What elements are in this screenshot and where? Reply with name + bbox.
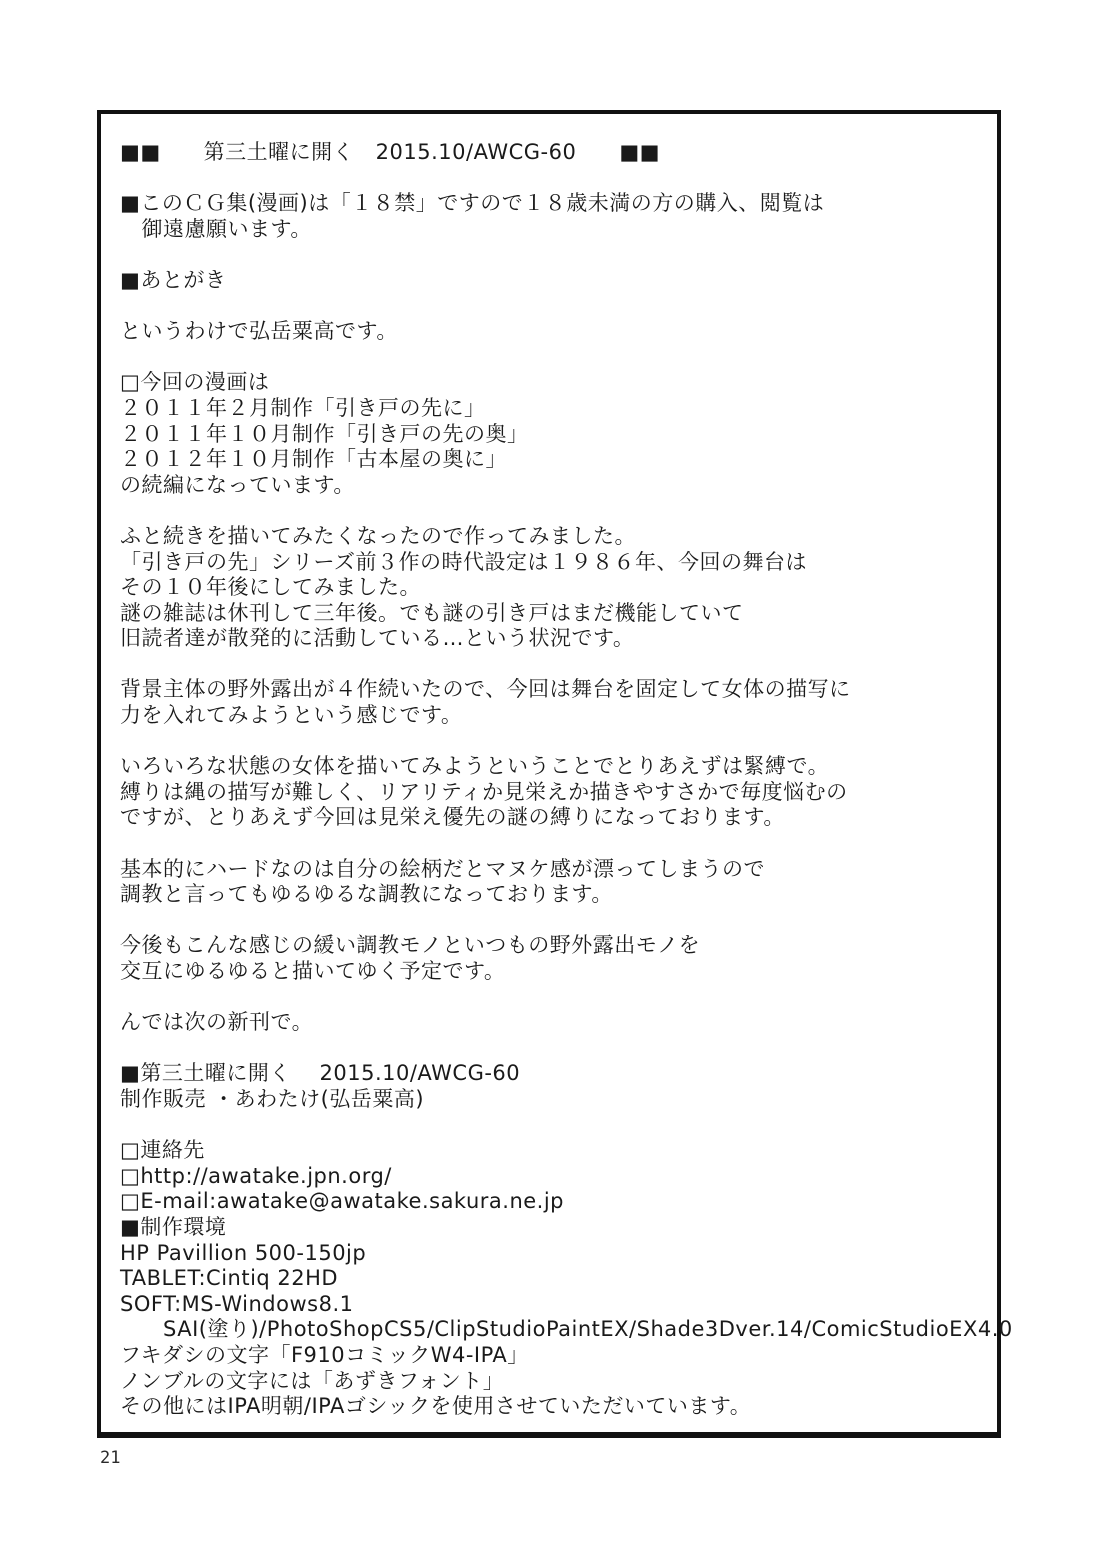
text-line: 背景主体の野外露出が４作続いたので、今回は舞台を固定して女体の描写に bbox=[120, 677, 851, 702]
text-line bbox=[120, 294, 983, 320]
text-line: ■第三土曜に開く 2015.10/AWCG-60 bbox=[120, 1061, 521, 1086]
text-line: □今回の漫画は bbox=[120, 370, 270, 395]
text-line: その他にはIPA明朝/IPAゴシックを使用させていただいています。 bbox=[120, 1394, 752, 1419]
text-line: □http://awatake.jpn.org/ bbox=[120, 1163, 392, 1188]
text-line: ■このＣＧ集(漫画)は「１８禁」ですので１８歳未満の方の購入、閲覧は bbox=[120, 191, 825, 216]
text-line bbox=[120, 166, 983, 192]
text-line: 今後もこんな感じの緩い調教モノといつもの野外露出モノを bbox=[120, 933, 701, 958]
text-line: ■制作環境 bbox=[120, 1214, 227, 1239]
text-line: 制作販売 ・あわたけ(弘岳粟高) bbox=[120, 1086, 425, 1111]
text-line: ■あとがき bbox=[120, 267, 227, 292]
text-line: 力を入れてみようという感じです。 bbox=[120, 703, 463, 728]
page-number: 21 bbox=[100, 1448, 121, 1468]
text-line: SOFT:MS-Windows8.1 bbox=[120, 1291, 354, 1316]
text-line bbox=[120, 1036, 983, 1062]
text-line: ふと続きを描いてみたくなったので作ってみました。 bbox=[120, 523, 636, 548]
text-line: 交互にゆるゆると描いてゆく予定です。 bbox=[120, 959, 506, 983]
text-line: □連絡先 bbox=[120, 1138, 205, 1163]
text-line: ですが、とりあえず今回は見栄え優先の謎の縛りになっております。 bbox=[120, 805, 785, 830]
text-line: 調教と言ってもゆるゆるな調教になっております。 bbox=[120, 882, 613, 907]
content-frame bbox=[97, 110, 1013, 1438]
text-line bbox=[120, 345, 983, 371]
text-line: 基本的にハードなのは自分の絵柄だとマヌケ感が漂ってしまうので bbox=[120, 856, 765, 881]
text-line: の続編になっています。 bbox=[120, 472, 355, 497]
text-line: 旧読者達が散発的に活動している…という状況です。 bbox=[120, 626, 635, 651]
text-line bbox=[120, 242, 983, 268]
text-line bbox=[120, 985, 983, 1011]
text-line: SAI(塗り)/PhotoShopCS5/ClipStudioPaintEX/Shade3Dver.14/ComicStudioEX4.0 bbox=[120, 1317, 1013, 1342]
text-line: HP Pavillion 500-150jp bbox=[120, 1240, 367, 1265]
text-line: というわけで弘岳粟高です。 bbox=[120, 319, 398, 344]
text-line: ２０１１年２月制作「引き戸の先に」 bbox=[120, 395, 486, 420]
afterword-text bbox=[120, 140, 1013, 1420]
text-line: いろいろな状態の女体を描いてみようということでとりあえずは緊縛で。 bbox=[120, 754, 830, 779]
text-line: 御遠慮願います。 bbox=[120, 216, 312, 241]
text-line: んでは次の新刊で。 bbox=[120, 1010, 314, 1035]
text-line: フキダシの文字「F910コミックW4-IPA」 bbox=[120, 1342, 529, 1367]
text-line: □E-mail:awatake@awatake.sakura.ne.jp bbox=[120, 1189, 565, 1214]
text-line: ノンブルの文字には「あずきフォント」 bbox=[120, 1368, 505, 1393]
text-line bbox=[120, 1113, 983, 1139]
text-line: 謎の雑誌は休刊して三年後。でも謎の引き戸はまだ機能していて bbox=[120, 600, 744, 625]
text-line bbox=[120, 908, 983, 934]
text-line: ２０１２年１０月制作「古本屋の奥に」 bbox=[120, 447, 507, 472]
text-line bbox=[120, 498, 983, 524]
text-line bbox=[120, 652, 983, 678]
text-line: TABLET:Cintiq 22HD bbox=[120, 1266, 339, 1291]
text-line: その１０年後にしてみました。 bbox=[120, 575, 421, 600]
text-line: 縛りは縄の描写が難しく、リアリティか見栄えか描きやすさかで毎度悩むの bbox=[120, 779, 848, 804]
text-line: 「引き戸の先」シリーズ前３作の時代設定は１９８６年、今回の舞台は bbox=[120, 549, 807, 574]
text-line bbox=[120, 831, 983, 857]
text-line: ■■ 第三土曜に開く 2015.10/AWCG-60 ■■ bbox=[120, 140, 660, 164]
text-line bbox=[120, 729, 983, 755]
text-line: ２０１１年１０月制作「引き戸の先の奥」 bbox=[120, 421, 529, 446]
